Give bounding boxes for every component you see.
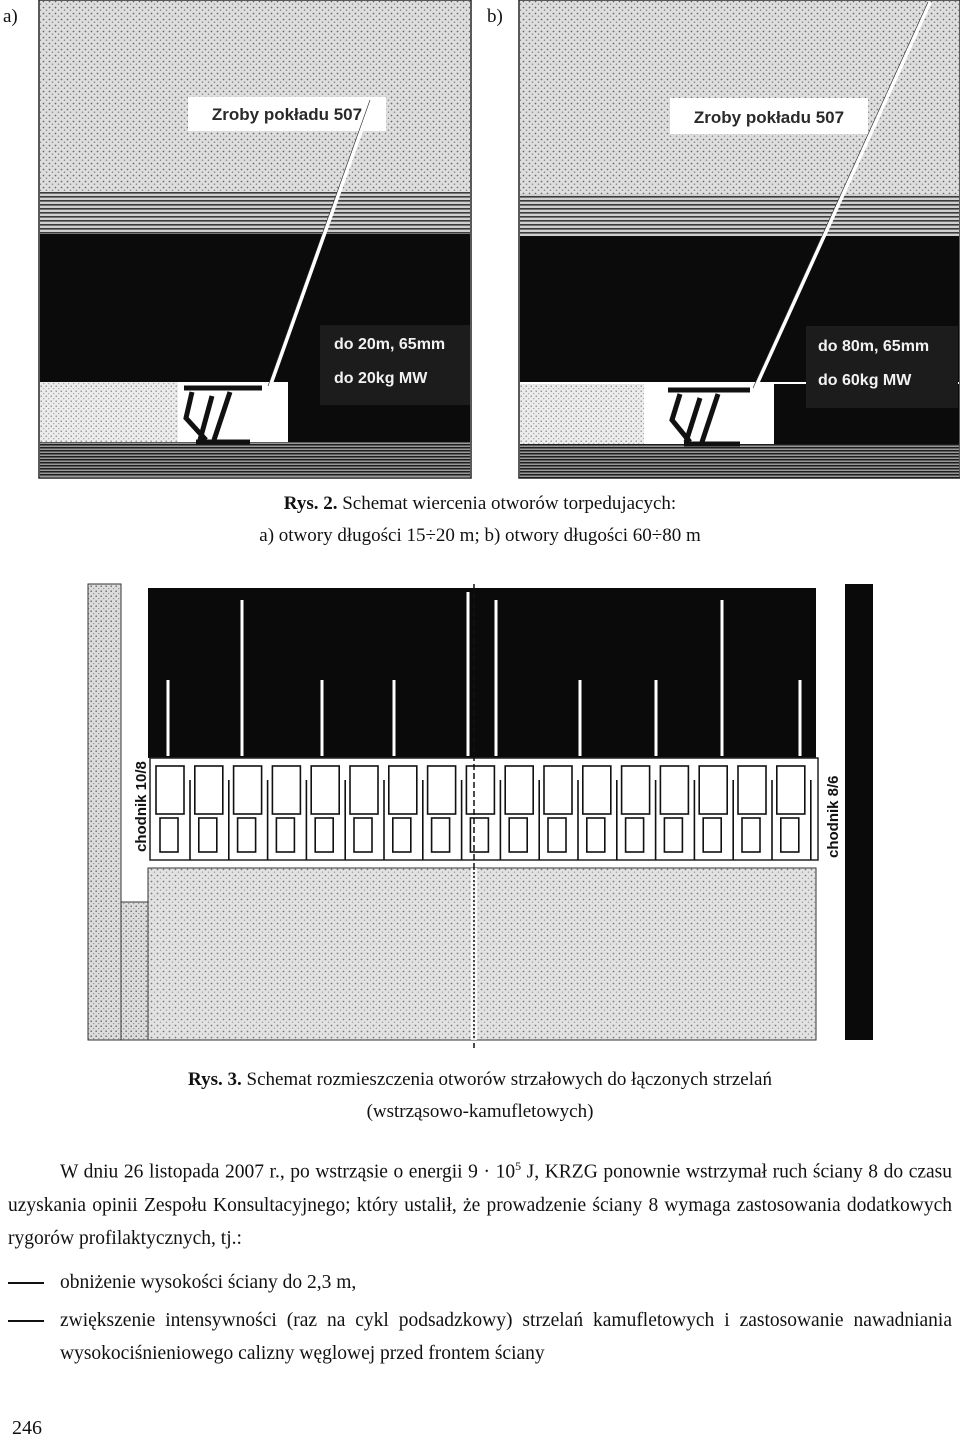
figure-2-caption	[0, 488, 960, 552]
list-item	[8, 1266, 952, 1299]
support-base	[315, 818, 333, 852]
support-canopy	[272, 766, 300, 814]
support-base	[781, 818, 799, 852]
panel-a-zone-label: Zroby pokładu 507	[211, 105, 363, 124]
figure-2-diagram	[0, 0, 960, 485]
panel-b-label: b)	[487, 6, 503, 27]
support-base	[432, 818, 450, 852]
support-canopy	[777, 766, 805, 814]
figure-2-caption-line1: Schemat wiercenia otworów torpedujacych:	[342, 493, 677, 514]
paragraph-exponent: 5	[515, 1159, 522, 1173]
support-base	[238, 818, 256, 852]
list-item-text: zwiększenie intensywności (raz na cykl podsadzkowy) strzelań kamufletowych i zastosowanie nawadniania wysokociśnieniowego calizny węglowej przed frontem ściany	[60, 1310, 952, 1364]
list-item-text: obniżenie wysokości ściany do 2,3 m,	[60, 1272, 357, 1293]
panel-a-spec-line1: do 20m, 65mm	[334, 336, 446, 353]
support-canopy	[583, 766, 611, 814]
support-canopy	[699, 766, 727, 814]
support-canopy	[389, 766, 417, 814]
figure-3-caption-prefix: Rys. 3.	[188, 1069, 242, 1090]
panel-a-label: a)	[3, 6, 18, 27]
support-canopy	[622, 766, 650, 814]
support-canopy	[350, 766, 378, 814]
roof-supports	[156, 766, 811, 860]
support-canopy	[428, 766, 456, 814]
panel-b-spec-line1: do 80m, 65mm	[818, 338, 930, 355]
support-canopy	[738, 766, 766, 814]
support-base	[509, 818, 527, 852]
body-paragraph	[8, 1150, 952, 1255]
support-base	[664, 818, 682, 852]
page-number: 246	[12, 1417, 42, 1439]
support-base	[626, 818, 644, 852]
support-base	[354, 818, 372, 852]
gallery-8-6-label: chodnik 8/6	[825, 775, 842, 858]
gallery-10-8-label: chodnik 10/8	[133, 761, 150, 852]
support-base	[393, 818, 411, 852]
support-base	[470, 818, 488, 852]
list-dash	[8, 1320, 44, 1322]
support-canopy	[544, 766, 572, 814]
panel-a	[39, 0, 471, 478]
paragraph-text-part1: W dniu 26 listopada 2007 r., po wstrząsie o energii 9 · 10	[60, 1161, 516, 1183]
panel-b	[519, 0, 960, 478]
panel-b-zone-label: Zroby pokładu 507	[693, 108, 845, 127]
support-base	[160, 818, 178, 852]
figure-2-caption-line2: a) otwory długości 15÷20 m; b) otwory długości 60÷80 m	[259, 525, 701, 546]
support-canopy	[234, 766, 262, 814]
figure-3-caption-line1: Schemat rozmieszczenia otworów strzałowych do łączonych strzelań	[246, 1069, 772, 1090]
support-base	[199, 818, 217, 852]
support-base	[703, 818, 721, 852]
support-canopy	[505, 766, 533, 814]
support-canopy	[660, 766, 688, 814]
support-base	[276, 818, 294, 852]
support-canopy	[156, 766, 184, 814]
figure-3-diagram	[0, 580, 960, 1050]
panel-b-spec-line2: do 60kg MW	[818, 372, 912, 389]
list-dash	[8, 1282, 44, 1284]
support-canopy	[311, 766, 339, 814]
paragraph-text-part2: J, KRZG ponownie wstrzymał ruch ściany 8 do czasu uzyskania opinii Zespołu Konsultacyjnego; który ustalił, że prowadzenie ściany 8 wymaga zastosowania dodatkowych rygorów profilaktycznych, tj.:	[8, 1161, 953, 1249]
figure-3-caption-line2: (wstrząsowo-kamufletowych)	[366, 1101, 594, 1122]
support-base	[548, 818, 566, 852]
figure-2-caption-prefix: Rys. 2.	[283, 493, 338, 514]
support-canopy	[195, 766, 223, 814]
support-base	[587, 818, 605, 852]
figure-3-caption	[0, 1064, 960, 1128]
panel-a-spec-line2: do 20kg MW	[334, 370, 428, 387]
support-canopy	[466, 766, 494, 814]
list-item	[8, 1304, 952, 1370]
support-base	[742, 818, 760, 852]
